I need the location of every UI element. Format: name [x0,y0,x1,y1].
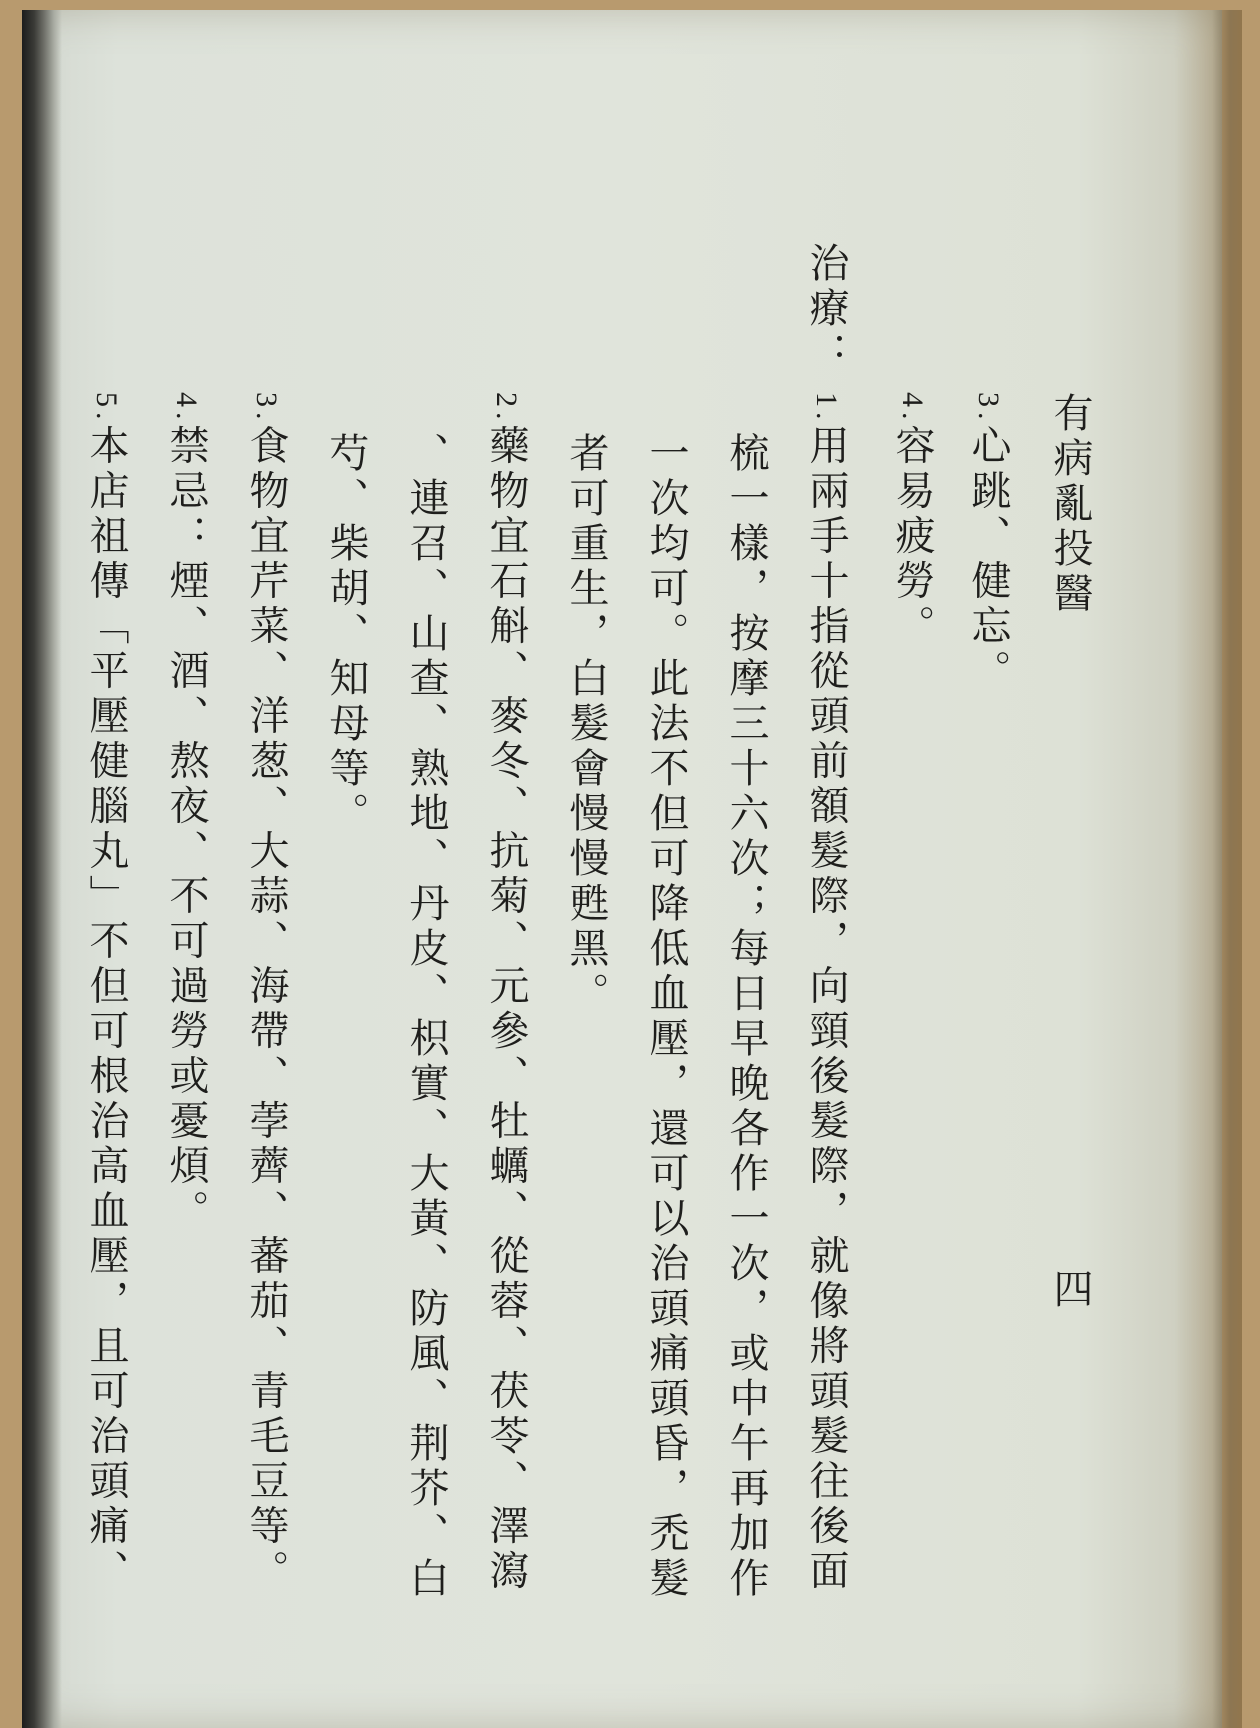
treatment-item-1-line-3: 一次均可。此法不但可降低血壓，還可以治頭痛頭昏，禿髮 [643,432,689,1602]
treatment-item-4 [163,392,209,1235]
treatment-item-5-text: 本店祖傳「平壓健腦丸」不但可根治高血壓，且可治頭痛、 [83,424,129,1595]
symptom-item-4 [889,392,935,650]
symptom-item-4-text: 容易疲勞。 [889,424,935,650]
treatment-item-1-line-4: 者可重生，白髮會慢慢甦黑。 [563,432,609,1017]
symptom-item-3 [965,392,1011,695]
treatment-item-2-line-2: 、連召、山查、熟地、丹皮、枳實、大黃、防風、荆芥、白 [403,432,449,1602]
treatment-item-1-line-1 [803,392,849,1595]
treatment-item-2-line-3: 芍、柴胡、知母等。 [323,432,369,837]
treatment-item-1-number: 1. [810,392,843,425]
treatment-item-1-line-2: 梳一樣，按摩三十六次；每日早晚各作一次，或中午再加作 [723,432,769,1602]
running-title: 有病亂投醫 [1047,392,1093,617]
treatment-item-4-text: 禁忌：煙、酒、熬夜、不可過勞或憂煩。 [163,424,209,1235]
treatment-item-4-number: 4. [170,392,203,425]
treatment-item-2-text: 藥物宜石斛、麥冬、抗菊、元參、牡蠣、從蓉、茯苓、澤瀉 [483,424,529,1595]
treatment-item-3-text: 食物宜芹菜、洋葱、大蒜、海帶、荸薺、蕃茄、青毛豆等。 [243,424,289,1595]
treatment-item-5 [83,392,129,1595]
treatment-item-3 [243,392,289,1595]
symptom-item-3-number: 3. [972,392,1005,425]
treatment-item-1-text: 用兩手十指從頭前額髮際，向頸後髮際，就像將頭髮往後面 [803,424,849,1595]
symptom-item-4-number: 4. [896,392,929,425]
treatment-item-5-number: 5. [90,392,123,425]
treatment-heading: 治療： [803,242,849,377]
page-edge-shadow [1212,10,1242,1728]
symptom-item-3-text: 心跳、健忘。 [965,424,1011,695]
treatment-item-2-line-1 [483,392,529,1595]
treatment-item-2-number: 2. [490,392,523,425]
treatment-item-3-number: 3. [250,392,283,425]
book-spine-shadow [22,10,62,1728]
page-number: 四 [1047,1268,1093,1313]
